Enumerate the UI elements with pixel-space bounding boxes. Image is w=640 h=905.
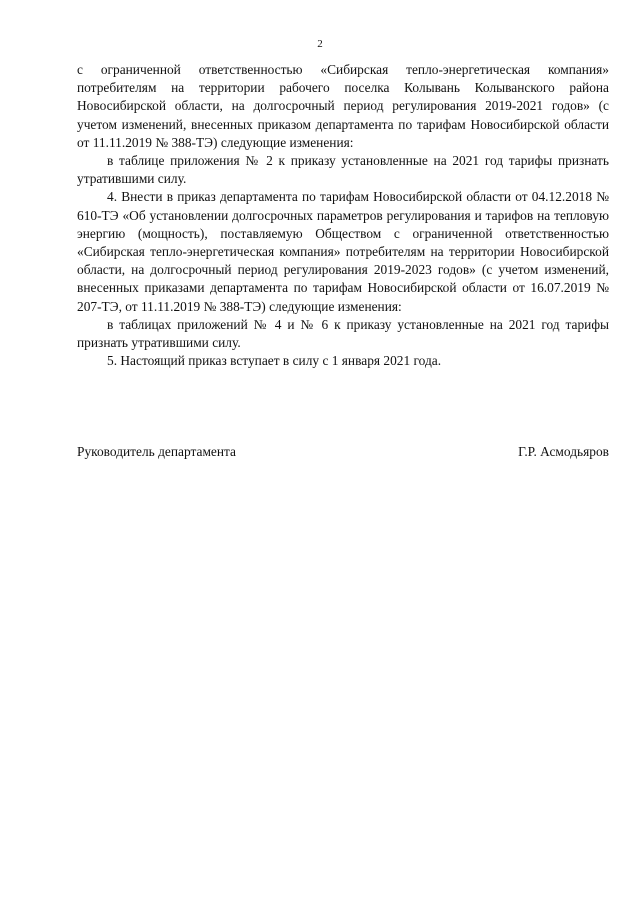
page-number: 2 bbox=[317, 38, 323, 50]
signatory-name: Г.Р. Асмодьяров bbox=[518, 444, 609, 459]
paragraph-item-5: 5. Настоящий приказ вступает в силу с 1 января 2021 года. bbox=[107, 353, 442, 369]
paragraph-table-2-void: в таблице приложения № 2 к приказу установленные на 2021 год тарифы признать утратившими силу. bbox=[77, 153, 609, 187]
signature-block bbox=[77, 443, 609, 461]
document-body bbox=[77, 61, 609, 370]
paragraph-tables-4-6-void: в таблицах приложений № 4 и № 6 к приказу установленные на 2021 год тарифы признать утратившими силу. bbox=[77, 316, 609, 351]
paragraph-continuation: с ограниченной ответственностью «Сибирская тепло-энергетическая компания» потребителям на территории рабочего поселка Колывань Колыванского района Новосибирской области, на долгосрочный период регулирования 2019-2021 годов» (с учетом изменений, внесенных приказом департамента по тарифам Новосибирской области от 11.11.2019 № 388-ТЭ) следующие изменения: bbox=[77, 62, 609, 150]
signatory-position: Руководитель департамента bbox=[77, 444, 236, 459]
paragraph-item-4: 4. Внести в приказ департамента по тарифам Новосибирской области от 04.12.2018 № 610-ТЭ «Об установлении долгосрочных параметров регулирования и тарифов на тепловую энергию (мощность), поставляемую Обществом с ограниченной ответственностью «Сибирская тепло-энергетическая компания» потребителям на территории Новосибирской области, на долгосрочный период регулирования 2019-2023 годов» (с учетом изменений, внесенных приказами департамента по тарифам Новосибирской области от 16.07.2019 № 207-ТЭ, от 11.11.2019 № 388-ТЭ) следующие изменения: bbox=[77, 189, 609, 314]
